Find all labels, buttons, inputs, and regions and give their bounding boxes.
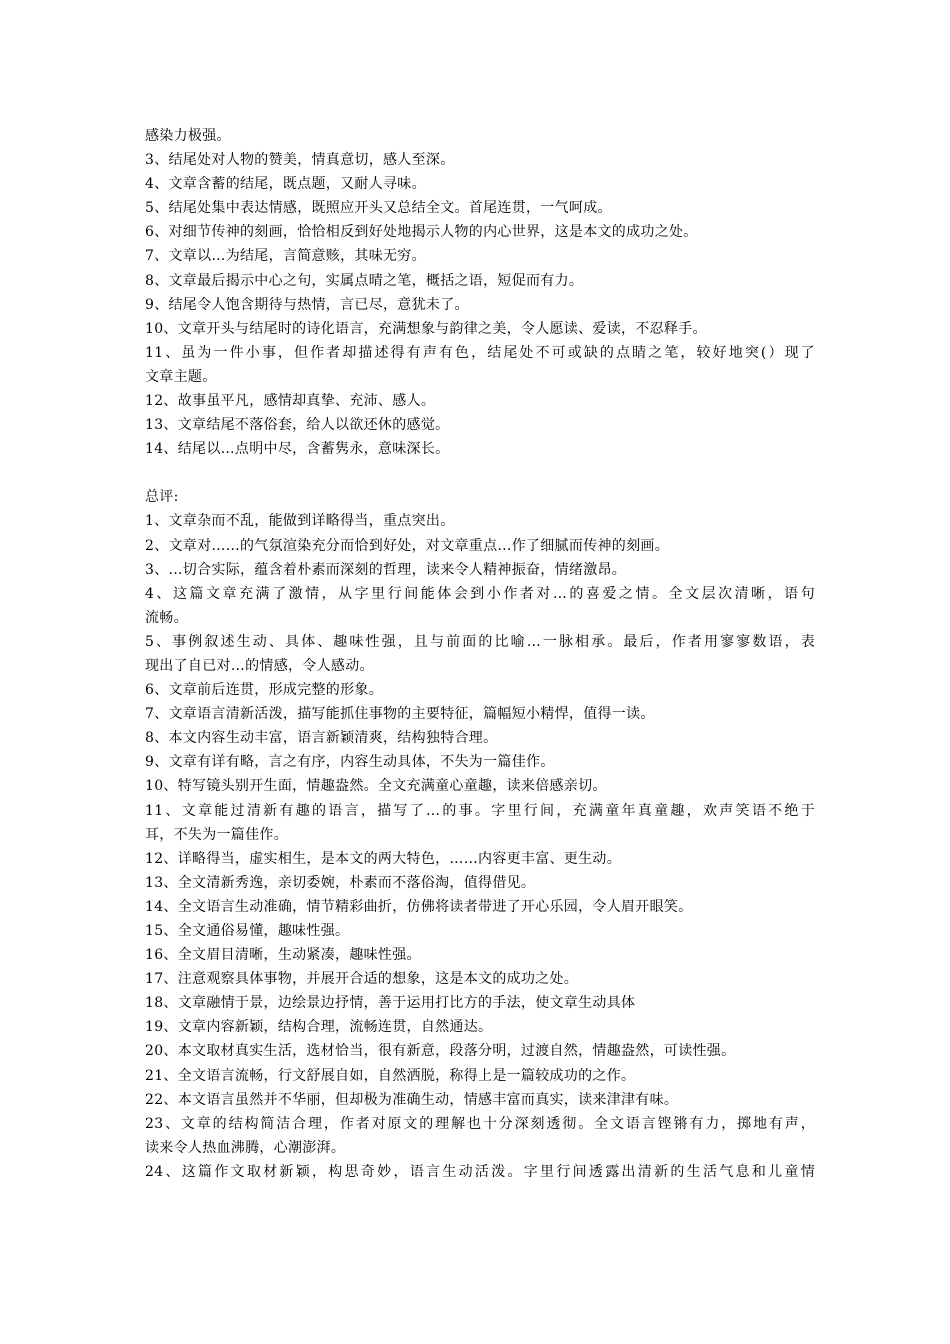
section-overall-comments [145, 485, 815, 1184]
text-line: 12、故事虽平凡，感情却真挚、充沛、感人。 [145, 393, 436, 410]
text-line: 18、文章融情于景，边绘景边抒情，善于运用打比方的手法，使文章生动具体 [145, 995, 636, 1012]
text-line: 5、结尾处集中表达情感，既照应开头又总结全文。首尾连贯，一气呵成。 [145, 200, 612, 217]
text-line: 8、文章最后揭示中心之句，实属点晴之笔，概括之语，短促而有力。 [145, 272, 584, 289]
text-line: 7、文章语言清新活泼，描写能抓住事物的主要特征，篇幅短小精悍，值得一读。 [145, 706, 655, 723]
text-line: 感染力极强。 [145, 128, 231, 144]
text-line: 14、结尾以…点明中尽，含蓄隽永，意味深长。 [145, 441, 450, 458]
text-line: 7、文章以…为结尾，言简意赅，其味无穷。 [145, 248, 426, 265]
text-line: 9、结尾令人饱含期待与热情，言已尽，意犹未了。 [145, 296, 469, 313]
text-line: 8、本文内容生动丰富，语言新颖清爽，结构独特合理。 [145, 730, 498, 747]
text-line: 13、文章结尾不落俗套，给人以欲还休的感觉。 [145, 417, 450, 434]
text-line: 4、这篇文章充满了激情，从字里行间能体会到小作者对…的喜爱之情。全文层次清晰，语句 [145, 585, 815, 602]
text-line: 读来令人热血沸腾，心潮澎湃。 [145, 1139, 346, 1156]
text-line: 24、这篇作文取材新颖，构思奇妙，语言生动活泼。字里行间透露出清新的生活气息和儿童情 [145, 1163, 815, 1180]
text-line: 14、全文语言生动准确，情节精彩曲折，仿佛将读者带进了开心乐园，令人眉开眼笑。 [145, 898, 693, 915]
text-line: 20、本文取材真实生活，选材恰当，很有新意，段落分明，过渡自然，情趣盎然，可读性强。 [145, 1043, 736, 1060]
text-line: 1、文章杂而不乱，能做到详略得当，重点突出。 [145, 513, 455, 530]
text-line: 6、文章前后连贯，形成完整的形象。 [145, 682, 384, 699]
text-line: 2、文章对……的气氛渲染充分而恰到好处，对文章重点…作了细腻而传神的刻画。 [145, 537, 670, 554]
text-line: 4、文章含蓄的结尾，既点题，又耐人寻味。 [145, 176, 426, 193]
text-line: 现出了自已对…的情感，令人感动。 [145, 657, 374, 674]
text-line: 13、全文清新秀逸，亲切委婉，朴素而不落俗淘，值得借见。 [145, 874, 536, 891]
text-line: 文章主题。 [145, 368, 217, 385]
text-line: 流畅。 [145, 609, 188, 626]
text-line: 9、文章有详有略，言之有序，内容生动具体，不失为一篇佳作。 [145, 754, 555, 771]
text-line: 耳，不失为一篇佳作。 [145, 826, 288, 843]
text-line: 23、文章的结构简洁合理，作者对原文的理解也十分深刻透彻。全文语言铿锵有力，掷地有声， [145, 1115, 815, 1132]
text-line: 10、特写镜头别开生面，情趣盎然。全文充满童心童趣，读来倍感亲切。 [145, 778, 607, 795]
text-line: 11、虽为一件小事，但作者却描述得有声有色，结尾处不可或缺的点睛之笔，较好地突(）现了 [145, 344, 815, 361]
text-line: 15、全文通俗易懂，趣味性强。 [145, 923, 350, 939]
text-line: 19、文章内容新颖，结构合理，流畅连贯，自然通达。 [145, 1019, 493, 1036]
text-line: 3、结尾处对人物的赞美，情真意切，感人至深。 [145, 152, 455, 169]
text-line: 5、事例叙述生动、具体、趣味性强，且与前面的比喻…一脉相承。最后，作者用寥寥数语，表 [145, 633, 815, 650]
document-page [145, 124, 815, 1184]
section-endings [145, 124, 815, 461]
text-line: 22、本文语言虽然并不华丽，但却极为准确生动，情感丰富而真实，读来津津有味。 [145, 1091, 679, 1108]
text-line: 16、全文眉目清晰，生动紧凑，趣味性强。 [145, 947, 421, 964]
text-line: 10、文章开头与结尾时的诗化语言，充满想象与韵律之美，令人愿读、爱读，不忍释手。 [145, 320, 707, 337]
text-line: 21、全文语言流畅，行文舒展自如，自然洒脱，称得上是一篇较成功的之作。 [145, 1067, 636, 1084]
text-line: 6、对细节传神的刻画，恰恰相反到好处地揭示人物的内心世界，这是本文的成功之处。 [145, 224, 698, 241]
text-line: 17、注意观察具体事物，并展开合适的想象，这是本文的成功之处。 [145, 971, 579, 988]
section-heading: 总评: [145, 489, 179, 506]
blank-line [145, 461, 815, 485]
text-line: 11、文章能过清新有趣的语言，描写了…的事。字里行间，充满童年真童趣，欢声笑语不绝于 [145, 802, 815, 819]
text-line: 12、详略得当，虚实相生，是本文的两大特色，……内容更丰富、更生动。 [145, 850, 622, 867]
text-line: 3、…切合实际，蕴含着朴素而深刻的哲理，读来令人精神振奋，情绪激昂。 [145, 561, 627, 578]
